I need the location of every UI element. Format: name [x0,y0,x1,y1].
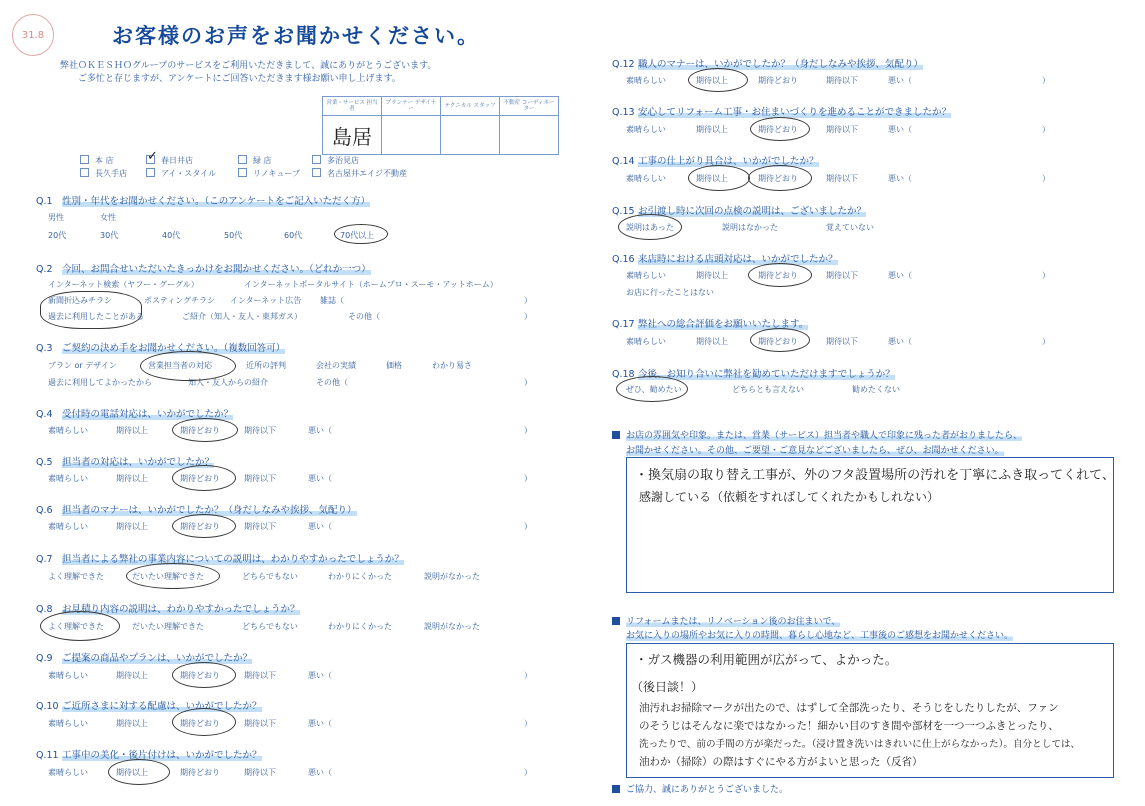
q11-opt-as-expected[interactable]: 期待どおり [180,768,220,777]
q4-options [48,425,608,437]
q13-opt-as-expected[interactable]: 期待どおり [758,125,798,134]
q2-opt-other-close: ） [524,312,532,321]
q7-opt-mostly[interactable]: だいたい理解できた [132,572,204,581]
q10-opt-excellent[interactable]: 素晴らしい [48,719,88,728]
q8-opt-mostly[interactable]: だいたい理解できた [132,622,204,631]
q7-opt-none[interactable]: 説明がなかった [424,572,480,581]
q16-label: Q.16 来店時における店頭対応は、いかがでしたか？ [612,254,838,265]
q9-opt-as-expected[interactable]: 期待どおり [180,671,220,680]
store-kasugai[interactable]: 春日井店 [146,155,193,166]
q2-opt-magazine-close: ） [524,296,532,305]
q11-label: Q.11 工事中の美化・後片付けは、いかがでしたか？ [36,750,262,761]
q15-opt-explained[interactable]: 説明はあった [626,223,674,232]
q1-options [48,212,608,242]
q2-opt-search[interactable]: インターネット検索（ヤフー・グーグル） [48,280,199,289]
q2-opt-flyer[interactable]: 新聞折込みチラシ [48,296,112,305]
q2-opt-referral[interactable]: ご紹介（知人・友人・東邦ガス） [182,312,302,321]
q12-options [626,75,1126,87]
q12-opt-below[interactable]: 期待以下 [826,76,858,85]
q11-opt-below[interactable]: 期待以下 [244,768,276,777]
q6-opt-bad-close: ） [524,522,532,531]
q1-label: Q.1 性別・年代をお聞かせください。（このアンケートをご記入いただく方） [36,196,371,207]
q17-label: Q.17 弊社への総合評価をお願いいたします。 [612,319,809,330]
store-honten[interactable]: 本 店 [80,155,114,166]
q13-opt-below[interactable]: 期待以下 [826,125,858,134]
q17-opt-bad[interactable]: 悪い（ [888,337,912,346]
q11-opt-above[interactable]: 期待以上 [116,768,148,777]
q1-opt-male[interactable]: 男性 [48,213,64,222]
q17-opt-excellent[interactable]: 素晴らしい [626,337,666,346]
q13-opt-above[interactable]: 期待以上 [696,125,728,134]
q5-opt-excellent[interactable]: 素晴らしい [48,474,88,483]
q12-label: Q.12 職人のマナーは、いかがでしたか？（身だしなみや挨拶、気配り） [612,59,924,70]
q3-opt-sales-response[interactable]: 営業担当者の対応 [148,361,212,370]
footer-thanks: ご協力、誠にありがとうございました。 [612,782,788,795]
q15-opt-dont-remember[interactable]: 覚えていない [826,223,874,232]
q15-opt-not-explained[interactable]: 説明はなかった [722,223,778,232]
q2-opt-past-use[interactable]: 過去に利用したことがある [48,312,144,321]
section-bullet-icon [612,617,620,625]
q3-opt-plan[interactable]: プラン or デザイン [48,361,117,370]
q10-options [48,718,608,730]
q14-label: Q.14 工事の仕上がり具合は、いかがでしたか？ [612,156,819,167]
q3-opt-price[interactable]: 価格 [386,361,402,370]
store-midori[interactable]: 緑 店 [238,155,272,166]
q1-opt-40s[interactable]: 40代 [162,231,181,240]
q18-opt-recommend[interactable]: ぜひ、勧めたい [626,385,682,394]
q8-options [48,621,608,633]
section-bullet-icon [612,785,620,793]
q14-options [626,173,1126,185]
q4-opt-bad-close: ） [524,426,532,435]
section-bullet-icon [612,431,620,439]
q12-opt-as-expected[interactable]: 期待どおり [758,76,798,85]
staff-header-realestate: 不動産 コーディネーター [500,97,559,116]
q15-options [626,222,1126,234]
staff-realestate-cell [500,116,559,155]
q12-opt-excellent[interactable]: 素晴らしい [626,76,666,85]
section2-prompt-2: お気に入りの場所やお気に入りの時間、暮らし心地など、工事後のご感想をお聞かせください。 [626,631,1014,641]
q10-opt-above[interactable]: 期待以上 [116,719,148,728]
intro-line-1: 弊社ＯＫＥＳＨＯグループのサービスをご利用いただきまして、誠にありがとうございます。 [60,61,437,71]
q3-opt-other[interactable]: その他（ [316,378,348,387]
q16-opt-excellent[interactable]: 素晴らしい [626,271,666,280]
q5-opt-as-expected[interactable]: 期待どおり [180,474,220,483]
comment-box-1[interactable] [626,457,1114,593]
q10-label: Q.10 ご近所さまに対する配慮は、いかがでしたか？ [36,701,262,712]
q5-label: Q.5 担当者の対応は、いかがでしたか？ [36,457,215,468]
q11-opt-excellent[interactable]: 素晴らしい [48,768,88,777]
q16-opt-bad[interactable]: 悪い（ [888,271,912,280]
q3-opt-reputation[interactable]: 近所の評判 [246,361,286,370]
q11-options [48,767,608,779]
comment2-line-3: 油汚れお掃除マークが出たので、はずして全部洗ったり、そうじをしたりしたが、ファン [639,702,1059,714]
q8-opt-none[interactable]: 説明がなかった [424,622,480,631]
q15-label: Q.15 お引渡し時に次回の点検の説明は、ございましたか？ [612,206,867,217]
store-checkbox[interactable] [312,155,321,164]
q3-label: Q.3 ご契約の決め手をお聞かせください。（複数回答可） [36,343,286,354]
q13-opt-bad-close: ） [1042,125,1050,134]
q5-opt-bad-close: ） [524,474,532,483]
comment1-line-1: ・換気扇の取り替え工事が、外のフタ設置場所の汚れを丁寧にふき取ってくれて、 [635,468,1115,483]
q17-opt-below[interactable]: 期待以下 [826,337,858,346]
q9-opt-excellent[interactable]: 素晴らしい [48,671,88,680]
q1-opt-60s[interactable]: 60代 [284,231,303,240]
q1-opt-70s[interactable]: 70代以上 [340,231,375,240]
q6-options [48,521,608,533]
q17-opt-as-expected[interactable]: 期待どおり [758,337,798,346]
staff-technical-cell [441,116,500,155]
intro-line-2: ご多忙と存じますが、アンケートにご回答いただきます様お願い申し上げます。 [78,74,401,84]
q4-opt-excellent[interactable]: 素晴らしい [48,426,88,435]
q1-opt-20s[interactable]: 20代 [48,231,67,240]
q3-opt-friend[interactable]: 知人・友人からの紹介 [188,378,268,387]
comment1-line-2: 感謝している（依頼をすればしてくれたかもしれない） [639,490,940,504]
q2-opt-web-ad[interactable]: インターネット広告 [230,296,302,305]
comment2-line-1: ・ガス機器の利用範囲が広がって、よかった。 [635,652,898,667]
q3-opt-past-good[interactable]: 過去に利用してよかったから [48,378,152,387]
q16-opt-below[interactable]: 期待以下 [826,271,858,280]
q16-opt-above[interactable]: 期待以上 [696,271,728,280]
q9-opt-bad[interactable]: 悪い（ [308,671,332,680]
q4-opt-below[interactable]: 期待以下 [244,426,276,435]
staff-header-sales: 営業・サービス 担当者 [323,97,382,116]
q17-options [626,336,1126,348]
q14-opt-below[interactable]: 期待以下 [826,174,858,183]
store-checkbox[interactable] [146,168,155,177]
q7-label: Q.7 担当者による弊社の事業内容についての説明は、わかりやすかったでしょうか？ [36,554,404,565]
q14-opt-bad[interactable]: 悪い（ [888,174,912,183]
q13-opt-excellent[interactable]: 素晴らしい [626,125,666,134]
q13-label: Q.13 安心してリフォーム工事・お住まいづくりを進めることができましたか？ [612,107,952,118]
q14-opt-bad-close: ） [1042,174,1050,183]
store-checkbox[interactable] [80,168,89,177]
section2-prompt-1: リフォームまたは、リノベーション後のお住まいで、 [612,614,840,627]
page-title: お客様のお声をお聞かせください。 [112,24,480,48]
comment-box-2[interactable] [626,643,1114,778]
staff-header-technical: テクニカル スタッフ [441,97,500,116]
q6-opt-bad[interactable]: 悪い（ [308,522,332,531]
q3-opt-clarity[interactable]: わかり易さ [432,361,472,370]
q16-opt-never-visited[interactable]: お店に行ったことはない [626,288,714,297]
store-checkbox[interactable] [238,155,247,164]
q2-opt-other[interactable]: その他（ [348,312,380,321]
q9-options [48,670,608,682]
q2-options [48,279,608,323]
q18-opt-neutral[interactable]: どちらとも言えない [732,385,804,394]
q7-options [48,571,608,583]
q7-opt-neither[interactable]: どちらでもない [242,572,298,581]
q2-opt-magazine[interactable]: 雑誌（ [320,296,344,305]
store-istyle[interactable]: アイ・スタイル [146,168,216,179]
q11-opt-bad[interactable]: 悪い（ [308,768,332,777]
q6-opt-above[interactable]: 期待以上 [116,522,148,531]
q12-opt-bad[interactable]: 悪い（ [888,76,912,85]
q1-opt-30s[interactable]: 30代 [100,231,119,240]
q10-opt-bad[interactable]: 悪い（ [308,719,332,728]
q2-opt-portal[interactable]: インターネットポータルサイト（ホームプロ・スーモ・アットホーム） [244,280,498,289]
store-nagakute[interactable]: 長久手店 [80,168,127,179]
store-checkbox[interactable] [80,155,89,164]
q13-options [626,124,1126,136]
store-tajimi[interactable]: 多治見店 [312,155,359,166]
q17-opt-bad-close: ） [1042,337,1050,346]
q5-opt-bad[interactable]: 悪い（ [308,474,332,483]
q5-opt-above[interactable]: 期待以上 [116,474,148,483]
q7-opt-well[interactable]: よく理解できた [48,572,104,581]
staff-header-planner: プランナー デザイナー [382,97,441,116]
staff-table [322,96,559,155]
q1-opt-50s[interactable]: 50代 [224,231,243,240]
q18-label: Q.18 今後、お知り合いに弊社を勧めていただけますでしょうか？ [612,369,895,380]
store-checkbox[interactable] [312,168,321,177]
q3-options [48,360,608,390]
q3-opt-track-record[interactable]: 会社の実績 [316,361,356,370]
q1-opt-female[interactable]: 女性 [100,213,116,222]
q6-opt-below[interactable]: 期待以下 [244,522,276,531]
comment2-line-6: 油わか（掃除）の際はすぐにやる方がよいと思った（反省） [639,756,923,768]
q17-opt-above[interactable]: 期待以上 [696,337,728,346]
section1-prompt-2: お聞かせください。その他、ご要望・ご意見などございましたら、ぜひ、お聞かせください。 [626,446,1004,456]
q8-opt-neither[interactable]: どちらでもない [242,622,298,631]
q4-label: Q.4 受付時の電話対応は、いかがでしたか？ [36,409,234,420]
comment2-line-4: のそうじはそんなに楽ではなかった！細かい目のすき間や部材を一つ一つふきとったり、 [639,720,1059,732]
store-realestate[interactable]: 名古屋井エイジ不動産 [312,168,407,179]
q6-opt-excellent[interactable]: 素晴らしい [48,522,88,531]
q14-opt-excellent[interactable]: 素晴らしい [626,174,666,183]
q10-opt-as-expected[interactable]: 期待どおり [180,719,220,728]
comment2-line-5: 洗ったりで、前の手間の方が楽だった。（浸け置き洗いはきれいに仕上がらなかった）。自分としては、 [639,739,1081,750]
q6-label: Q.6 担当者のマナーは、いかがでしたか？（身だしなみや挨拶、気配り） [36,505,357,516]
q12-opt-bad-close: ） [1042,76,1050,85]
comment2-line-2: （後日談！） [631,680,704,694]
q14-opt-above[interactable]: 期待以上 [696,174,728,183]
q16-options [626,270,1126,300]
q7-opt-unclear[interactable]: わかりにくかった [328,572,392,581]
store-checkbox[interactable] [238,168,247,177]
q8-label: Q.8 お見積り内容の説明は、わかりやすかったでしょうか？ [36,604,300,615]
q9-opt-above[interactable]: 期待以上 [116,671,148,680]
q9-label: Q.9 ご提案の商品やプランは、いかがでしたか？ [36,653,253,664]
q4-opt-as-expected[interactable]: 期待どおり [180,426,220,435]
q12-opt-above[interactable]: 期待以上 [696,76,728,85]
store-renocube[interactable]: リノキューブ [238,168,300,179]
check-mark: ✓ [147,149,158,164]
q9-opt-below[interactable]: 期待以下 [244,671,276,680]
q2-label: Q.2 今回、お問合せいただいたきっかけをお聞かせください。（どれか一つ） [36,264,371,275]
q18-opt-not-recommend[interactable]: 勧めたくない [852,385,900,394]
q14-opt-as-expected[interactable]: 期待どおり [758,174,798,183]
q9-opt-bad-close: ） [524,671,532,680]
q11-opt-bad-close: ） [524,768,532,777]
q8-opt-unclear[interactable]: わかりにくかった [328,622,392,631]
date-stamp: 31.8 [12,14,54,56]
staff-sales-name: 島居 [323,116,382,155]
q13-opt-bad[interactable]: 悪い（ [888,125,912,134]
q6-opt-as-expected[interactable]: 期待どおり [180,522,220,531]
q16-opt-bad-close: ） [1042,271,1050,280]
q2-opt-posting[interactable]: ポスティングチラシ [144,296,216,305]
q5-options [48,473,608,485]
q18-options [626,384,1126,396]
q4-opt-above[interactable]: 期待以上 [116,426,148,435]
q16-opt-as-expected[interactable]: 期待どおり [758,271,798,280]
q5-opt-below[interactable]: 期待以下 [244,474,276,483]
q3-opt-other-close: ） [524,378,532,387]
q10-opt-below[interactable]: 期待以下 [244,719,276,728]
q4-opt-bad[interactable]: 悪い（ [308,426,332,435]
q10-opt-bad-close: ） [524,719,532,728]
q8-opt-well[interactable]: よく理解できた [48,622,104,631]
section1-prompt-1: お店の雰囲気や印象。または、営業（サービス）担当者や職人で印象に残った者がおりましたら、 [612,428,1022,441]
staff-planner-cell [382,116,441,155]
